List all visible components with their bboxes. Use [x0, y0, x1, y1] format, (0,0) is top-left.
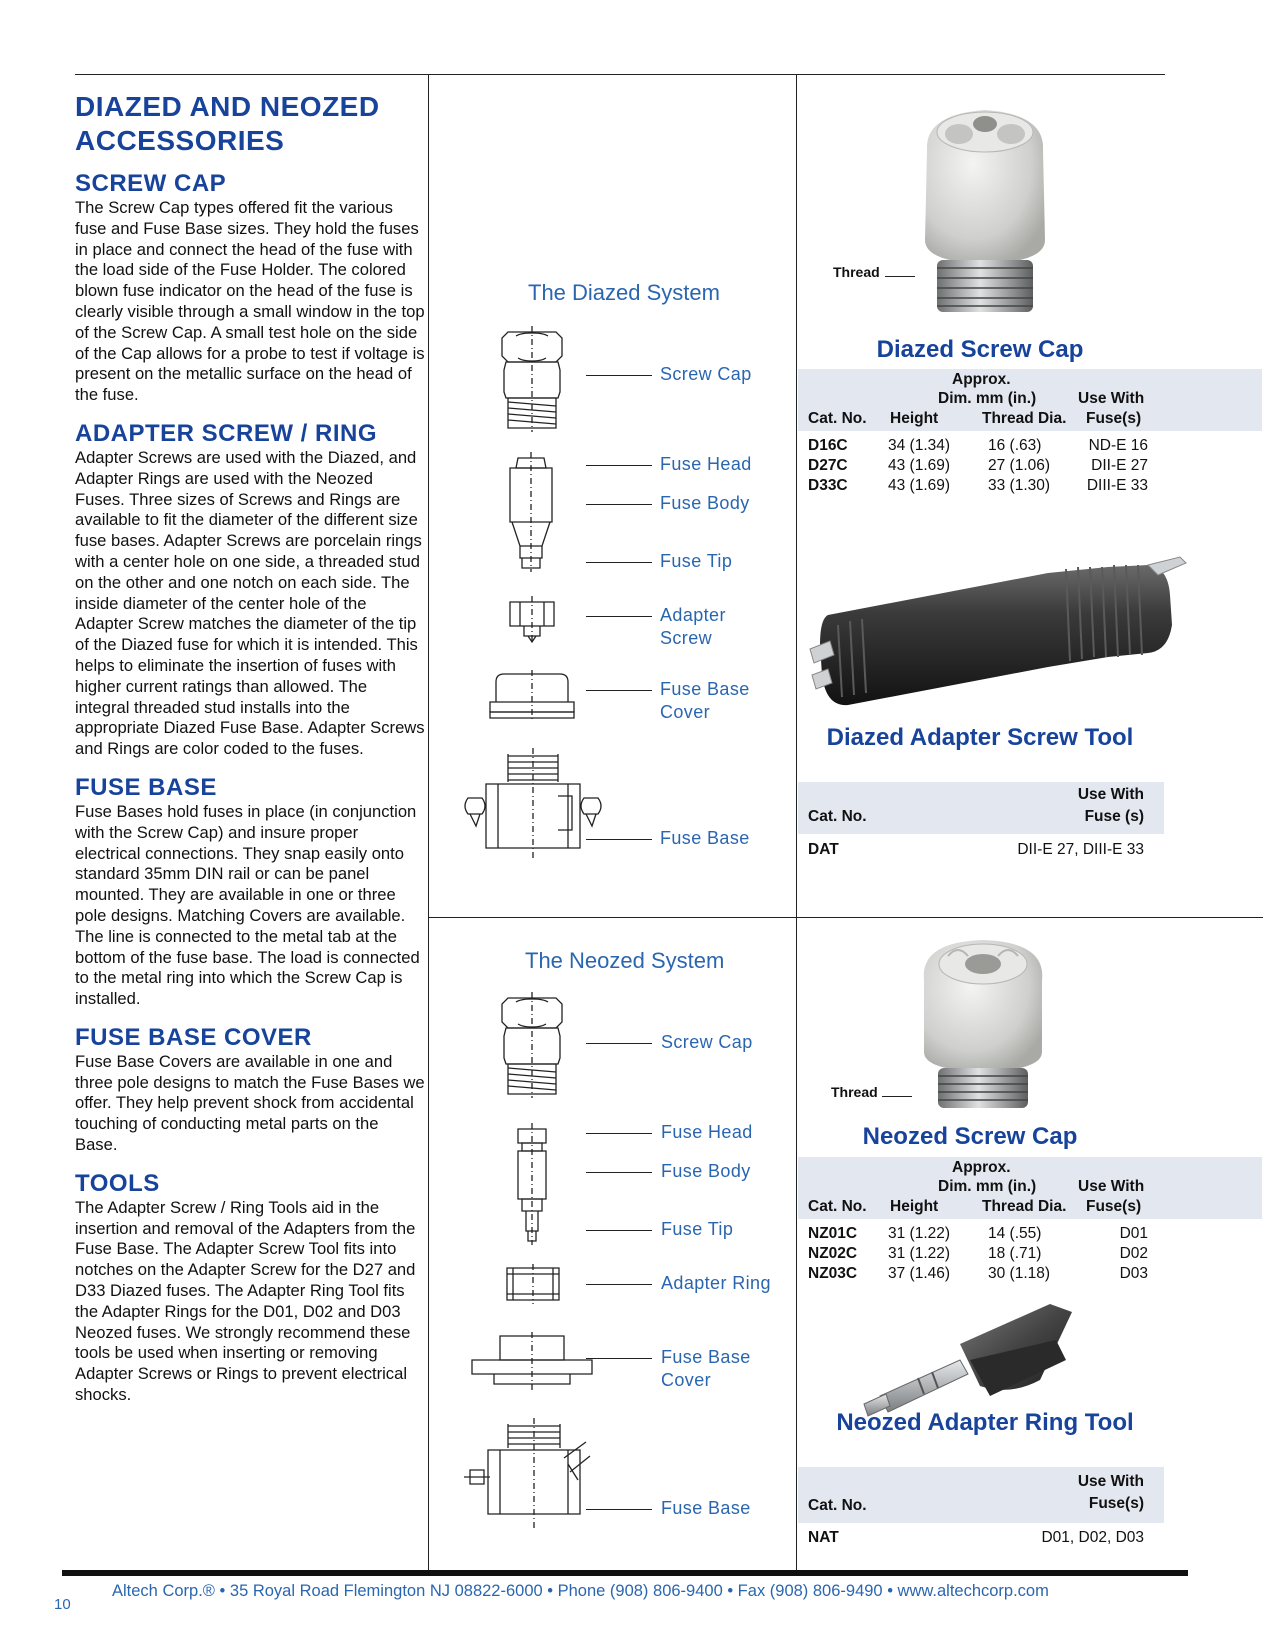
diazed-cap-table-body — [808, 436, 1148, 496]
neozed-label-fuse-base: Fuse Base — [661, 1498, 751, 1518]
neozed-fuse-drawing — [512, 1127, 552, 1245]
cell-fuse: D01, D02, D03 — [1041, 1529, 1144, 1546]
col-cat-no: Cat. No. — [808, 808, 867, 825]
leader-line — [586, 839, 652, 840]
neozed-screw-cap-title: Neozed Screw Cap — [862, 1123, 1078, 1150]
cell-thread: 30 (1.18) — [988, 1265, 1051, 1282]
leader-line — [586, 375, 652, 376]
diazed-label-screw-cap: Screw Cap — [660, 364, 752, 384]
col-use-with: Use With — [1077, 786, 1144, 803]
leader-line — [586, 1509, 652, 1510]
top-rule — [75, 74, 1165, 75]
neozed-tool-table-body — [808, 1528, 1144, 1548]
neozed-fuse-base-drawing — [460, 1422, 610, 1532]
section-title-adapter: ADAPTER SCREW / RING — [75, 419, 378, 447]
table-row — [808, 1244, 1148, 1264]
neozed-label-adapter-ring: Adapter Ring — [661, 1273, 771, 1293]
cell-fuse: D03 — [1119, 1265, 1148, 1282]
column-divider-right — [796, 74, 797, 1571]
cell-thread: 16 (.63) — [988, 437, 1042, 454]
cell-thread: 27 (1.06) — [988, 457, 1051, 474]
leader-line — [882, 1096, 912, 1097]
leader-line — [586, 562, 652, 563]
neozed-system-title: The Neozed System — [525, 948, 725, 973]
cell-height: 43 (1.69) — [888, 457, 951, 474]
neozed-tool-title: Neozed Adapter Ring Tool — [836, 1409, 1134, 1436]
diazed-tool-table-body — [808, 840, 1144, 860]
cell-thread: 14 (.55) — [988, 1225, 1042, 1242]
cell-cat: NAT — [808, 1529, 839, 1546]
section-text-fuse-base: Fuse Bases hold fuses in place (in conjunction with the Screw Cap) and insure proper electrical connections. They snap easily onto standard 35mm DIN rail or can be panel mounted. They are available in one or three pole designs. Matching Covers are available. The line is connected to the metal tab at the bottom of the fuse base. The load is connected to the metal ring into which the Screw Cap is installed. — [75, 801, 420, 1009]
col-use-with: Use With — [1078, 1178, 1145, 1195]
neozed-label-fuse-head: Fuse Head — [661, 1122, 753, 1142]
section-text-adapter: Adapter Screws are used with the Diazed, and Adapter Rings are used with the Neozed Fuses. Three sizes of Screws and Rings are available to fit the diameter of the different size fuse bases. Adapter Screws are porcelain rings with a center hole on one side, a threaded stud on the other and one notch on each side. The inside diameter of the center hole of the Adapter Screw matches the diameter of the tip of the Diazed fuse for which it is intended. This helps to eliminate the insertion of fuses with higher current ratings than allowed. The integral threaded stud installs into the appropriate Diazed Fuse Base. Adapter Screws and Rings are color coded to the fuses. — [75, 447, 425, 759]
col-fuses: Fuse(s) — [1088, 1495, 1144, 1512]
cell-cat: D27C — [808, 457, 848, 474]
section-text-fuse-base-cover: Fuse Base Covers are available in one and three pole designs to match the Fuse Bases we offer. They help prevent shock from accidental touching of conducting metal parts on the Base. — [75, 1051, 425, 1155]
cell-height: 37 (1.46) — [888, 1265, 951, 1282]
leader-line — [586, 1230, 652, 1231]
diazed-label-fuse-base: Fuse Base — [660, 828, 750, 848]
diazed-thread-label: Thread — [833, 264, 880, 280]
diazed-label-fuse-body: Fuse Body — [660, 493, 750, 513]
diazed-cap-table-header — [798, 369, 1262, 431]
cell-height: 43 (1.69) — [888, 477, 951, 494]
section-title-fuse-base: FUSE BASE — [75, 773, 217, 801]
cell-fuse: D02 — [1119, 1245, 1148, 1262]
cell-fuse: DIII-E 33 — [1086, 477, 1148, 494]
neozed-label-screw-cap: Screw Cap — [661, 1032, 753, 1052]
diazed-tool-title: Diazed Adapter Screw Tool — [826, 724, 1134, 751]
leader-line — [586, 465, 652, 466]
cell-fuse: DII-E 27, DIII-E 33 — [1017, 841, 1144, 858]
cell-height: 34 (1.34) — [888, 437, 951, 454]
cell-cat: D16C — [808, 437, 848, 454]
col-cat-no: Cat. No. — [808, 1198, 867, 1215]
left-column — [75, 90, 425, 1406]
col-dim: Dim. mm (in.) — [938, 390, 1037, 407]
neozed-base-cover-drawing — [470, 1334, 594, 1390]
leader-line — [586, 1284, 652, 1285]
col-thread: Thread Dia. — [982, 1198, 1067, 1215]
diazed-system-title: The Diazed System — [528, 280, 720, 305]
col-approx: Approx. — [952, 371, 1011, 388]
section-text-screw-cap: The Screw Cap types offered fit the various fuse and Fuse Base sizes. They hold the fuses in place and connect the head of the fuse with the load side of the Fuse Holder. The colored blown fuse indicator on the head of the fuse is clearly visible through a small window in the top of the Screw Cap. A small test hole on the side of the Cap allows for a probe to test if voltage is present on the metallic surface on the head of the fuse. — [75, 198, 425, 405]
diazed-adapter-screw-drawing — [506, 598, 558, 643]
col-approx: Approx. — [952, 1159, 1011, 1176]
cell-fuse: D01 — [1119, 1225, 1148, 1242]
cell-cat: D33C — [808, 477, 848, 494]
cell-height: 31 (1.22) — [888, 1245, 951, 1262]
neozed-screw-cap-photo — [908, 934, 1058, 1114]
diazed-screw-cap-title: Diazed Screw Cap — [876, 336, 1084, 363]
col-height: Height — [890, 410, 939, 427]
cell-fuse: DII-E 27 — [1091, 457, 1148, 474]
cell-cat: NZ01C — [808, 1225, 858, 1242]
col-fuses: Fuse (s) — [1084, 808, 1144, 825]
cell-cat: DAT — [808, 841, 839, 858]
diazed-fuse-base-drawing — [458, 752, 608, 862]
cell-cat: NZ02C — [808, 1245, 858, 1262]
diazed-adapter-screw-tool-photo — [808, 545, 1188, 725]
col-dim: Dim. mm (in.) — [938, 1178, 1037, 1195]
diazed-screw-cap-drawing — [496, 330, 568, 430]
cell-cat: NZ03C — [808, 1265, 858, 1282]
diazed-label-fuse-head: Fuse Head — [660, 454, 752, 474]
diazed-label-fuse-tip: Fuse Tip — [660, 551, 733, 571]
diazed-label-adapter-screw: Adapter Screw — [660, 605, 726, 648]
table-row — [808, 1224, 1148, 1244]
neozed-thread-label: Thread — [831, 1084, 878, 1100]
col-cat-no: Cat. No. — [808, 410, 867, 427]
leader-line — [586, 616, 652, 617]
section-title-tools: TOOLS — [75, 1169, 160, 1197]
col-fuses: Fuse(s) — [1086, 410, 1142, 427]
neozed-label-fuse-base-cover: Fuse Base Cover — [661, 1347, 751, 1390]
diazed-base-cover-drawing — [488, 672, 576, 720]
leader-line — [586, 504, 652, 505]
page-title: DIAZED AND NEOZED ACCESSORIES — [75, 91, 380, 156]
table-row — [808, 476, 1148, 496]
page-number: 10 — [54, 1596, 71, 1613]
cell-height: 31 (1.22) — [888, 1225, 951, 1242]
neozed-adapter-ring-drawing — [505, 1266, 561, 1302]
table-row — [808, 456, 1148, 476]
neozed-label-fuse-tip: Fuse Tip — [661, 1219, 734, 1239]
section-divider — [428, 917, 1263, 918]
section-text-tools: The Adapter Screw / Ring Tools aid in the insertion and removal of the Adapters from the Fuse Base. The Adapter Screw Tool fits into notches on the Adapter Screw for the D27 and D33 Diazed fuses. The Adapter Ring Tool fits the Adapter Rings for the D01, D02 and D03 Neozed fuses. We strongly recommend these tools be used when inserting or removing Adapter Screws or Rings to prevent electrical shocks. — [75, 1197, 416, 1405]
leader-line — [586, 1043, 652, 1044]
cell-fuse: ND-E 16 — [1088, 437, 1148, 454]
col-use-with: Use With — [1077, 1473, 1144, 1490]
leader-line — [586, 690, 652, 691]
footer-contact: Altech Corp.® • 35 Royal Road Flemington NJ 08822-6000 • Phone (908) 806-9400 • Fax (908) 806-9490 • www.altechcorp.com — [112, 1582, 1049, 1600]
table-row — [808, 436, 1148, 456]
col-thread: Thread Dia. — [982, 410, 1067, 427]
diazed-tool-table-header — [798, 782, 1164, 834]
neozed-cap-table-body — [808, 1224, 1148, 1284]
diazed-fuse-drawing — [506, 456, 556, 571]
column-divider-left — [428, 74, 429, 1571]
neozed-label-fuse-body: Fuse Body — [661, 1161, 751, 1181]
neozed-screw-cap-drawing — [496, 996, 568, 1096]
table-row — [808, 1528, 1144, 1548]
cell-thread: 33 (1.30) — [988, 477, 1051, 494]
leader-line — [885, 276, 915, 277]
table-row — [808, 840, 1144, 860]
diazed-label-fuse-base-cover: Fuse Base Cover — [660, 679, 750, 722]
leader-line — [586, 1133, 652, 1134]
section-title-screw-cap: SCREW CAP — [75, 170, 227, 197]
neozed-cap-table-header — [798, 1157, 1262, 1219]
col-cat-no: Cat. No. — [808, 1497, 867, 1514]
col-use-with: Use With — [1078, 390, 1145, 407]
col-fuses: Fuse(s) — [1086, 1198, 1142, 1215]
neozed-tool-table-header — [798, 1467, 1164, 1523]
bottom-rule — [62, 1570, 1188, 1576]
leader-line — [586, 1172, 652, 1173]
leader-line — [586, 1358, 652, 1359]
diazed-screw-cap-photo — [905, 100, 1065, 320]
table-row — [808, 1264, 1148, 1284]
col-height: Height — [890, 1198, 939, 1215]
section-title-fuse-base-cover: FUSE BASE COVER — [75, 1023, 312, 1051]
cell-thread: 18 (.71) — [988, 1245, 1042, 1262]
